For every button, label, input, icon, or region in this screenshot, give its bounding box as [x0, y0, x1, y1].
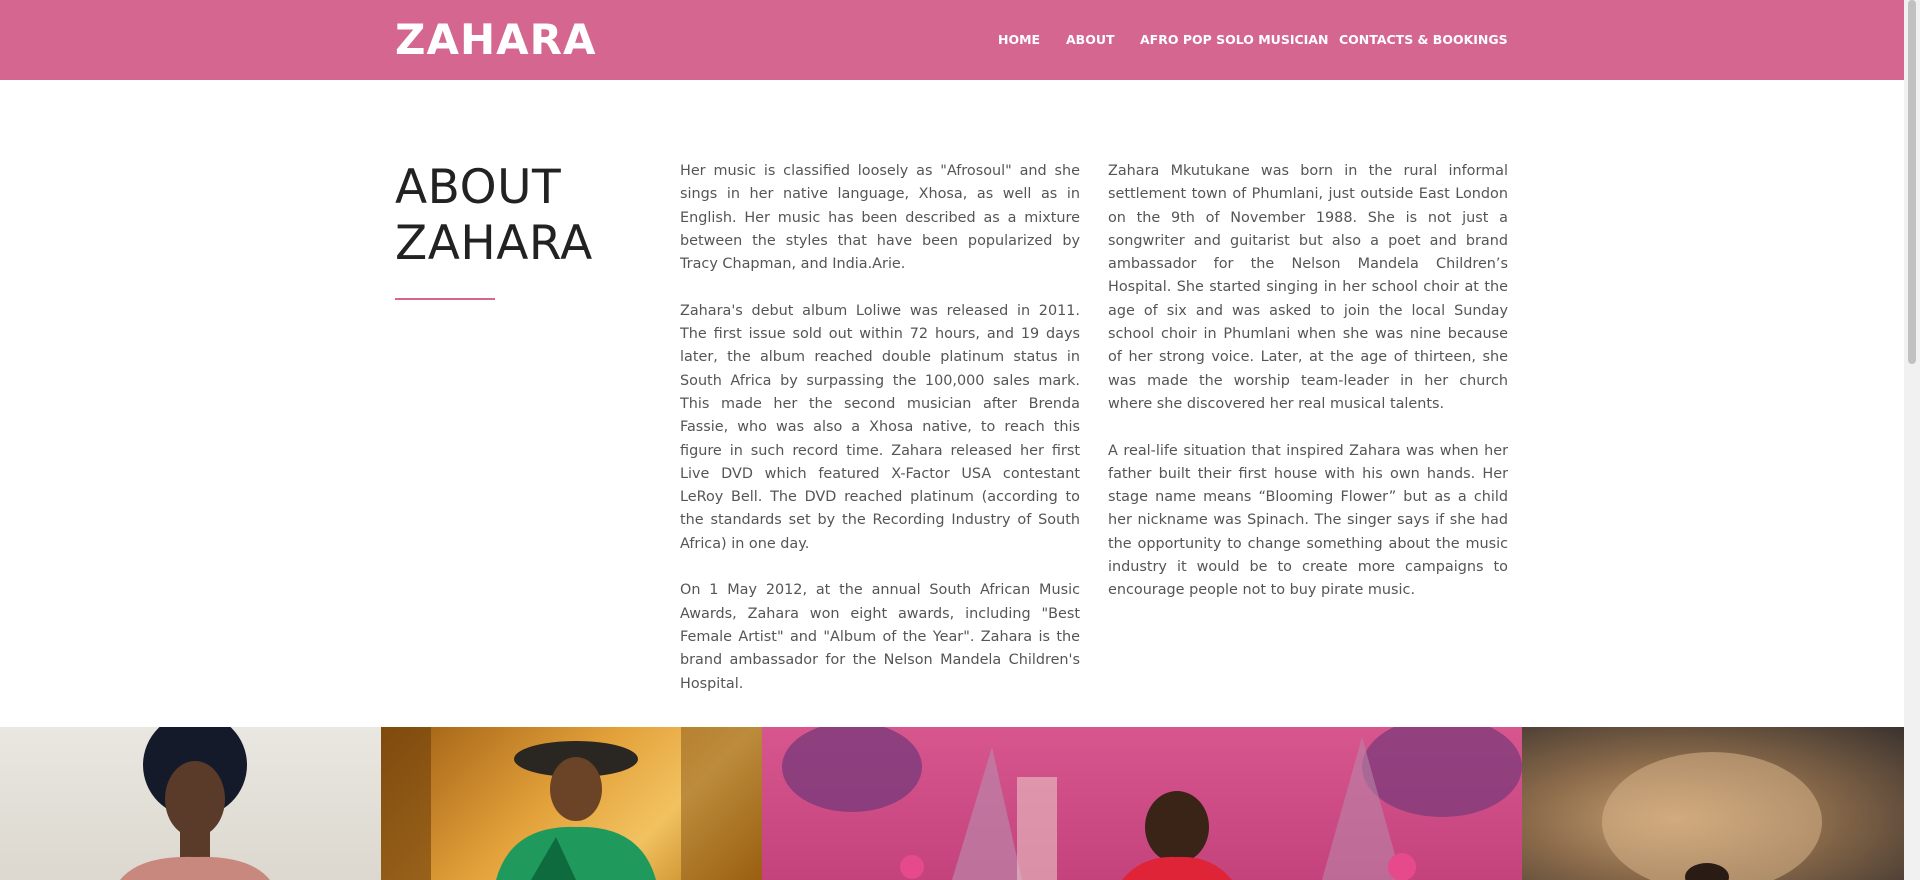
paragraph: Her music is classified loosely as "Afrosoul" and she sings in her native language, Xhosa, as well as in English. Her music has been described as a mixture between the styles that have been popularized by Tracy Chapman, and India.Arie.	[680, 163, 1080, 273]
portrait-image	[381, 727, 762, 880]
scrollbar-thumb[interactable]	[1908, 0, 1916, 364]
portrait-image	[0, 727, 381, 880]
nav-contacts-bookings[interactable]: CONTACTS & BOOKINGS	[1339, 32, 1508, 47]
nav-home[interactable]: HOME	[998, 32, 1041, 47]
gallery-photo-3[interactable]	[762, 727, 1522, 880]
gallery-photo-1[interactable]	[0, 727, 381, 880]
about-column-left	[680, 160, 1080, 719]
heading-underline	[395, 298, 495, 300]
paragraph: On 1 May 2012, at the annual South African Music Awards, Zahara won eight awards, including "Best Female Artist" and "Album of the Year". Zahara is the brand ambassador for the Nelson Mandela Children's Hospital.	[680, 582, 1080, 692]
gallery-photo-4[interactable]	[1522, 727, 1904, 880]
about-heading	[395, 160, 593, 272]
paragraph: Zahara Mkutukane was born in the rural informal settlement town of Phumlani, just outside East London on the 9th of November 1988. She is not just a songwriter and guitarist but also a poet and brand ambassador for the Nelson Mandela Children’s Hospital. She started singing in her school choir at the age of six and was asked to join the local Sunday school choir in Phumlani when she was nine because of her strong voice. Later, at the age of thirteen, she was made the worship team-leader in her church where she discovered her real musical talents.	[1108, 163, 1508, 412]
vertical-scrollbar[interactable]	[1904, 0, 1920, 880]
portrait-image	[1522, 727, 1904, 880]
site-header	[0, 0, 1904, 80]
nav-about[interactable]: ABOUT	[1066, 32, 1115, 47]
site-logo[interactable]: ZAHARA	[395, 15, 597, 64]
nav-afro-pop-solo-musician[interactable]: AFRO POP SOLO MUSICIAN	[1140, 32, 1329, 47]
paragraph: Zahara's debut album Loliwe was released in 2011. The first issue sold out within 72 hours, and 19 days later, the album reached double platinum status in South Africa by surpassing the 100,000 sales mark. This made her the second musician after Brenda Fassie, who was also a Xhosa native, to reach this figure in such record time. Zahara released her first Live DVD which featured X-Factor USA contestant LeRoy Bell. The DVD reached platinum (according to the standards set by the Recording Industry of South Africa) in one day.	[680, 302, 1080, 552]
gallery-photo-2[interactable]	[381, 727, 762, 880]
photo-gallery	[0, 727, 1904, 880]
about-heading-line1: ABOUT	[395, 160, 562, 215]
paragraph: A real-life situation that inspired Zahara was when her father built their first house with his own hands. Her stage name means “Blooming Flower” but as a child her nickname was Spinach. The singer says if she had the opportunity to change something about the music industry it would be to create more campaigns to encourage people not to buy pirate music.	[1108, 442, 1508, 599]
portrait-image	[762, 727, 1522, 880]
about-column-right	[1108, 160, 1508, 626]
about-heading-line2: ZAHARA	[395, 216, 593, 271]
